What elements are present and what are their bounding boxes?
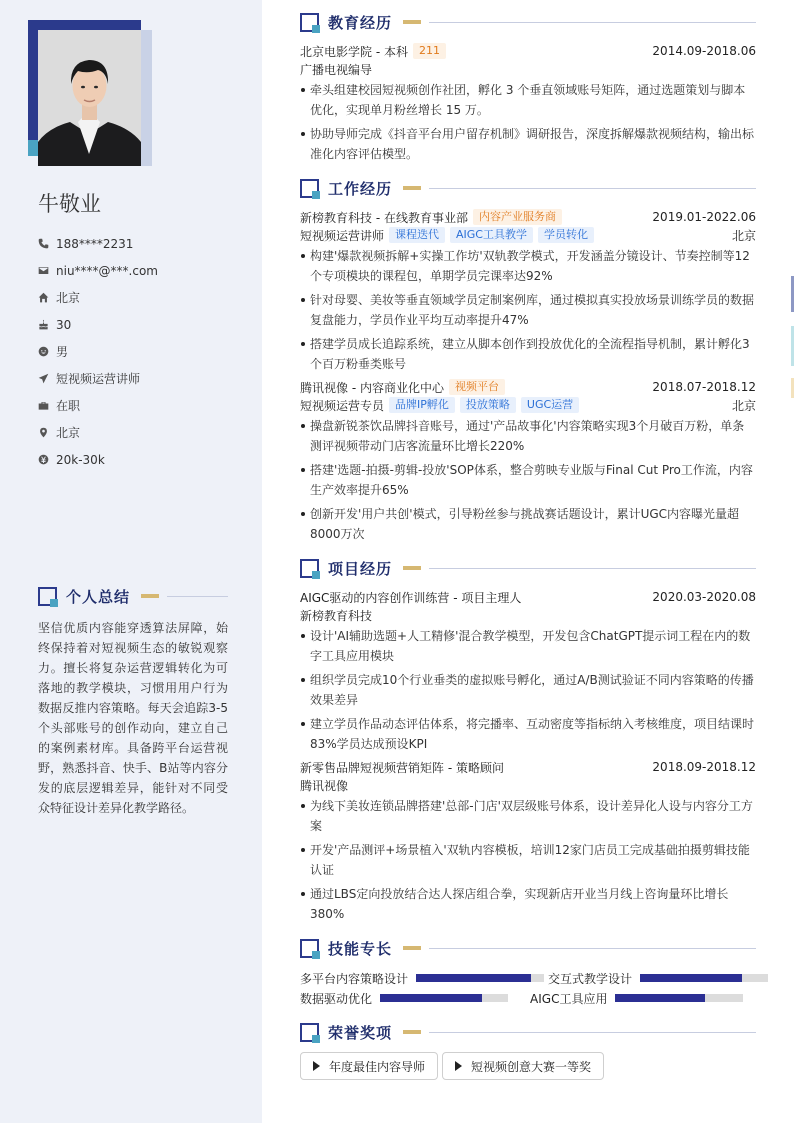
section-square-icon (300, 939, 319, 958)
work-city: 北京 (731, 398, 756, 413)
company-name: 腾讯视像 - 内容商业化中心 (300, 380, 444, 395)
heading-divider (429, 22, 756, 23)
candidate-name: 牛敬业 (38, 192, 101, 216)
photo-frame-accent (28, 140, 38, 156)
skill-tag: 课程迭代 (389, 227, 445, 243)
honors-heading: 荣誉奖项 (300, 1022, 756, 1042)
work-bullets (300, 416, 756, 544)
heading-divider (429, 1032, 756, 1033)
project-bullets (300, 796, 756, 924)
skill-level-fill (380, 994, 482, 1002)
education-bullets (300, 80, 756, 164)
list-item: 协助导师完成《抖音平台用户留存机制》调研报告，深度拆解爆款视频结构，输出标准化内容评估模型。 (300, 124, 756, 164)
list-item: 牵头组建校园短视频创作社团，孵化 3 个垂直领域账号矩阵，通过选题策划与脚本优化，实现单月粉丝增长 15 万。 (300, 80, 756, 120)
skill-tag: 品牌IP孵化 (389, 397, 455, 413)
summary-text: 坚信优质内容能穿透算法屏障，始终保持着对短视频生态的敏锐观察力。擅长将复杂运营逻辑转化为可落地的教学模块，习惯用用户行为数据反推内容策略。每天会追踪3-5个头部账号的创作动向，建立自己的案例素材库。具备跨平台运营视野，熟悉抖音、快手、B站等内容分发的底层逻辑差异，能针对不同受众特征设计差异化教学路径。 (38, 621, 228, 815)
skill-tag: AIGC工具教学 (450, 227, 533, 243)
send-icon (38, 373, 56, 384)
skill-level-fill (416, 974, 531, 982)
project-name: 新零售品牌短视频营销矩阵 - 策略顾问 (300, 760, 504, 775)
list-item: 设计'AI辅助选题+人工精修'混合教学模型，开发包含ChatGPT提示词工程在内的数字工具应用模块 (300, 626, 756, 666)
info-age: 30 (38, 311, 158, 338)
skill-item (300, 990, 508, 1007)
play-triangle-icon (455, 1061, 462, 1071)
info-email: niu****@***.com (38, 257, 158, 284)
location-icon (38, 427, 56, 438)
skill-name: 多平台内容策略设计 (300, 971, 409, 986)
skill-level-bar (640, 974, 768, 982)
education-row (300, 42, 756, 60)
heading-gold-bar (403, 20, 421, 24)
phone-icon (38, 238, 56, 249)
skill-tag: UGC运营 (521, 397, 579, 413)
list-item: 创新开发'用户共创'模式，引导粉丝参与挑战赛话题设计，累计UGC内容曝光量超8000万次 (300, 504, 756, 544)
summary-section (38, 586, 228, 818)
major-row (300, 60, 756, 78)
list-item: 构建'爆款视频拆解+实操工作坊'双轨教学模式，开发涵盖分镜设计、节奏控制等12个专项模块的课程包，单期学员完课率达92% (300, 246, 756, 286)
heading-gold-bar (141, 594, 159, 598)
section-square-icon (300, 559, 319, 578)
work-heading: 工作经历 (300, 178, 756, 198)
info-phone: 188****2231 (38, 230, 158, 257)
heading-gold-bar (403, 1030, 421, 1034)
list-item: 针对母婴、美妆等垂直领域学员定制案例库，通过模拟真实投放场景训练学员的数据复盘能力，学员作业平均互动率提升47% (300, 290, 756, 330)
project-date: 2018.09-2018.12 (652, 760, 756, 774)
summary-heading: 个人总结 (38, 586, 228, 606)
section-square-icon (38, 587, 57, 606)
company-tag: 内容产业服务商 (473, 209, 562, 225)
school-name: 北京电影学院 - 本科 (300, 44, 408, 59)
list-item: 操盘新锐茶饮品牌抖音账号，通过'产品故事化'内容策略实现3个月破百万粉，单条测评视频带动门店客流量环比增长220% (300, 416, 756, 456)
info-salary: 20k-30k (38, 446, 158, 473)
skills-heading: 技能专长 (300, 938, 756, 958)
heading-gold-bar (403, 186, 421, 190)
work-date: 2019.01-2022.06 (652, 210, 756, 224)
info-position: 短视频运营讲师 (38, 365, 158, 392)
work-bullets (300, 246, 756, 374)
email-icon (38, 265, 56, 276)
education-date: 2014.09-2018.06 (652, 44, 756, 58)
sidebar (0, 0, 262, 1123)
skill-level-bar (615, 994, 743, 1002)
project-entry (300, 758, 756, 924)
work-entry (300, 208, 756, 374)
heading-gold-bar (403, 946, 421, 950)
project-name: AIGC驱动的内容创作训练营 - 项目主理人 (300, 590, 522, 605)
skill-level-fill (640, 974, 742, 982)
company-tag: 视频平台 (449, 379, 505, 395)
info-status: 在职 (38, 392, 158, 419)
info-home: 北京 (38, 284, 158, 311)
major: 广播电视编导 (300, 62, 373, 77)
play-triangle-icon (313, 1061, 320, 1071)
skill-row (300, 988, 756, 1008)
project-name-row (300, 588, 756, 606)
skill-level-bar (380, 994, 508, 1002)
work-role-row (300, 226, 756, 244)
heading-divider (429, 948, 756, 949)
salary-icon (38, 454, 56, 465)
project-entry (300, 588, 756, 754)
list-item: 组织学员完成10个行业垂类的虚拟账号孵化，通过A/B测试验证不同内容策略的传播效果差异 (300, 670, 756, 710)
project-org: 腾讯视像 (300, 778, 349, 793)
school-tag: 211 (413, 43, 446, 59)
project-org-row (300, 606, 756, 624)
skill-tag: 投放策略 (460, 397, 516, 413)
section-square-icon (300, 1023, 319, 1042)
work-city: 北京 (731, 228, 756, 243)
heading-divider (429, 568, 756, 569)
education-heading: 教育经历 (300, 12, 756, 32)
home-icon (38, 292, 56, 303)
skill-level-bar (416, 974, 544, 982)
skill-name: 交互式教学设计 (548, 971, 633, 986)
project-org: 新榜教育科技 (300, 608, 373, 623)
avatar-portrait (38, 30, 141, 166)
award-badge: 短视频创意大赛一等奖 (442, 1052, 604, 1080)
skills-section (300, 938, 756, 1008)
info-gender: 男 (38, 338, 158, 365)
list-item: 通过LBS定向投放结合达人探店组合拳，实现新店开业当月线上咨询量环比增长380% (300, 884, 756, 924)
list-item: 搭建学员成长追踪系统，建立从脚本创作到投放优化的全流程指导机制，累计孵化3个百万粉垂类账号 (300, 334, 756, 374)
avatar (38, 30, 141, 166)
work-entry (300, 378, 756, 544)
company-name: 新榜教育科技 - 在线教育事业部 (300, 210, 468, 225)
skill-item (548, 970, 768, 987)
work-company-row (300, 208, 756, 226)
main-content (300, 12, 756, 1094)
work-company-row (300, 378, 756, 396)
project-bullets (300, 626, 756, 754)
awards-list (300, 1052, 756, 1080)
skill-level-fill (615, 994, 705, 1002)
list-item: 搭建'选题-拍摄-剪辑-投放'SOP体系，整合剪映专业版与Final Cut Pro工作流，内容生产效率提升65% (300, 460, 756, 500)
project-date: 2020.03-2020.08 (652, 590, 756, 604)
work-role-row (300, 396, 756, 414)
contact-info-list (38, 230, 158, 473)
heading-gold-bar (403, 566, 421, 570)
briefcase-icon (38, 400, 56, 411)
list-item: 为线下美妆连锁品牌搭建'总部-门店'双层级账号体系，设计差异化人设与内容分工方案 (300, 796, 756, 836)
cake-icon (38, 319, 56, 330)
work-section (300, 178, 756, 544)
projects-heading: 项目经历 (300, 558, 756, 578)
section-square-icon (300, 13, 319, 32)
photo-frame (28, 20, 152, 166)
gender-icon (38, 346, 56, 357)
project-org-row (300, 776, 756, 794)
skill-item (530, 990, 743, 1007)
projects-section (300, 558, 756, 924)
job-role: 短视频运营讲师 (300, 228, 385, 243)
work-date: 2018.07-2018.12 (652, 380, 756, 394)
section-square-icon (300, 179, 319, 198)
list-item: 建立学员作品动态评估体系，将完播率、互动密度等指标纳入考核维度，项目结课时83%学员达成预设KPI (300, 714, 756, 754)
education-section (300, 12, 756, 164)
skill-name: 数据驱动优化 (300, 991, 373, 1006)
heading-divider (429, 188, 756, 189)
skill-item (300, 970, 544, 987)
project-name-row (300, 758, 756, 776)
job-role: 短视频运营专员 (300, 398, 385, 413)
skill-row (300, 968, 756, 988)
info-location: 北京 (38, 419, 158, 446)
award-badge: 年度最佳内容导师 (300, 1052, 438, 1080)
skill-name: AIGC工具应用 (530, 991, 608, 1006)
honors-section (300, 1022, 756, 1080)
skills-list (300, 968, 756, 1008)
skill-tag: 学员转化 (538, 227, 594, 243)
list-item: 开发'产品测评+场景植入'双轨内容模板，培训12家门店员工完成基础拍摄剪辑技能认证 (300, 840, 756, 880)
photo-frame-shadow (141, 30, 152, 166)
heading-divider (167, 596, 228, 597)
